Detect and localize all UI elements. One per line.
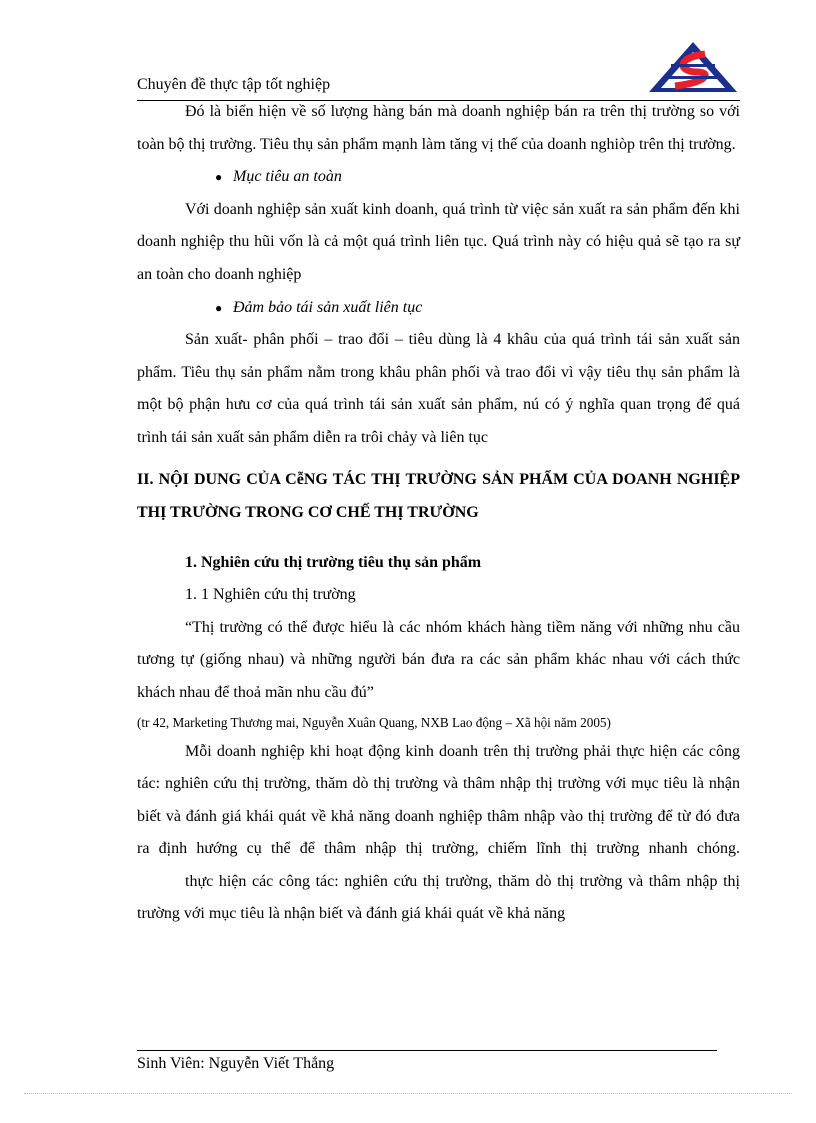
footer-divider [137,1050,717,1051]
document-body [137,96,740,931]
paragraph: Sản xuất- phân phối – trao đổi – tiêu dùng là 4 khâu của quá trình tái sản xuất sản phẩm. Tiêu thụ sản phẩm nằm trong khâu phân phối và trao đổi vì vậy tiêu thụ sản phẩm là một bộ phận hưu cơ của quá trình tái sản xuất sản phẩm, nú có ý nghĩa quan trọng để quá trình tái sản xuất sản phẩm diễn ra trôi chảy và liên tục [137,331,740,446]
citation: (tr 42, Marketing Thương mai, Nguyễn Xuân Quang, NXB Lao động – Xã hội năm 2005) [137,714,611,730]
quote-paragraph: “Thị trường có thể được hiểu là các nhóm khách hàng tiềm năng với những nhu cầu tương tự (giống nhau) và những người bán đưa ra các sản phẩm khác nhau với cách thức khách nhau để thoả mãn nhu cầu đú” [137,618,740,701]
paragraph: Đó là biển hiện về số lượng hàng bán mà doanh nghiệp bán ra trên thị trường so với toàn bộ thị trường. Tiêu thụ sản phẩm mạnh làm tăng vị thế của doanh nghiòp trên thị trường. [137,103,740,153]
bullet-item: ● Đảm bảo tái sản xuất liên tục [137,292,740,325]
subsubsection-title: 1. 1 Nghiên cứu thị trường [185,586,356,604]
bullet-icon: ● [215,300,223,315]
paragraph: thực hiện các công tác: nghiên cứu thị trường, thăm dò thị trường và thâm nhập thị trường với mục tiêu là nhận biết và đánh giá khái quát về khả năng [137,872,740,923]
bullet-icon: ● [215,170,223,185]
paragraph: Với doanh nghiệp sản xuất kinh doanh, quá trình từ việc sản xuất ra sản phẩm đến khi doanh nghiệp thu hũi vốn là cả một quá trình liên tục. Quá trình này có hiệu quả sẽ tạo ra sự an toàn cho doanh nghiệp [137,200,740,283]
bullet-item: ● Mục tiêu an toàn [137,161,740,194]
page-header-title: Chuyên đề thực tập tốt nghiệp [137,76,331,93]
page-footer-author: Sinh Viên: Nguyễn Viết Thắng [137,1055,335,1072]
subsection-heading: 1. Nghiên cứu thị trường tiêu thụ sản phẩm [185,553,482,571]
university-logo-icon [645,40,741,94]
paragraph: Mỗi doanh nghiệp khi hoạt động kinh doanh trên thị trường phải thực hiện các công tác: nghiên cứu thị trường, thăm dò thị trường và thâm nhập thị trường với mục tiêu là nhận biết và đánh giá khái quát về khả năng doanh nghiệp thâm nhập vào thị trường để từ đó đưa ra định hướng cụ thể để thâm nhập thị trường, chiếm lĩnh thị trường nhanh chóng. [137,742,740,858]
page-border-dotted [24,1093,792,1094]
section-heading: II. NỘI DUNG CỦA CễNG TÁC THỊ TRƯỜNG SẢN PHẨM CỦA DOANH NGHIỆP THỊ TRƯỜNG TRONG CƠ CHẾ THỊ TRƯỜNG [137,470,740,521]
